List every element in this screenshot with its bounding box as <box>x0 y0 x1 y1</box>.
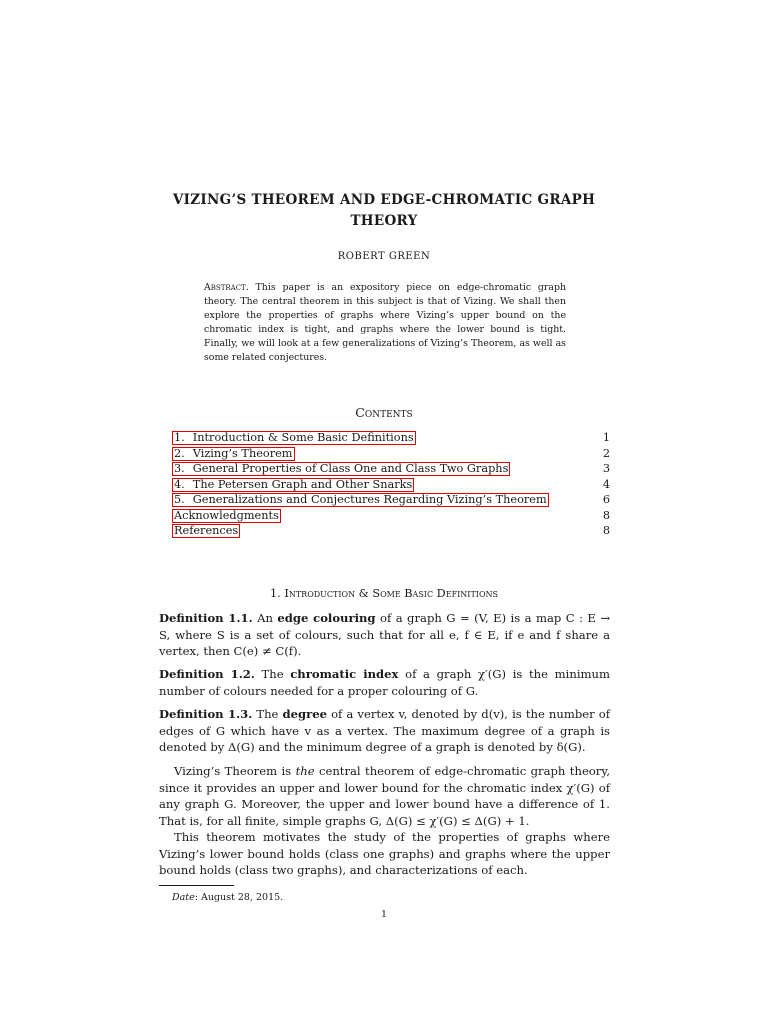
toc-link-generalizations[interactable]: 5. Generalizations and Conjectures Regarding Vizing’s Theorem <box>174 493 547 506</box>
abstract-label: Abstract. <box>204 282 249 293</box>
page-number: 1 <box>380 909 388 920</box>
definition-label: Definition 1.3. <box>159 707 253 721</box>
defined-term: chromatic index <box>290 667 399 681</box>
title-line-2: THEORY <box>350 213 418 229</box>
toc-page-number: 8 <box>602 508 610 522</box>
toc-link-acknowledgments[interactable]: Acknowledgments <box>174 508 279 522</box>
abstract <box>204 281 566 365</box>
toc-page-number: 3 <box>602 462 610 475</box>
toc-item <box>172 523 610 539</box>
toc-page-number: 2 <box>602 446 610 460</box>
toc-link-introduction[interactable]: 1. Introduction & Some Basic Definitions <box>174 431 414 444</box>
footnote-rule <box>159 885 234 886</box>
section-title: Introduction & Some Basic Definitions <box>284 587 498 600</box>
toc-item <box>172 446 610 462</box>
abstract-text: This paper is an expository piece on edge-chromatic graph theory. The central theorem in this subject is that of Vizing. We shall then explore the properties of graphs where Vizing’s upper bound on the chromatic index is tight, and graphs where the lower bound is tight. Finally, we will look at a few generalizations of Vizing’s Theorem, as well as some related conjectures. <box>204 282 567 363</box>
defined-term: degree <box>282 707 327 721</box>
definition-label: Definition 1.1. <box>159 611 253 625</box>
toc-link-vizings-theorem[interactable]: 2. Vizing’s Theorem <box>174 446 293 460</box>
toc-item <box>172 508 610 524</box>
toc-link-petersen-graph[interactable]: 4. The Petersen Graph and Other Snarks <box>174 477 413 491</box>
section-heading <box>150 587 618 600</box>
author-name: ROBERT GREEN <box>337 251 431 262</box>
paragraph: Vizing’s Theorem is the central theorem of edge-chromatic graph theory, since it provides an upper and lower bound for the chromatic index χ′(G) of any graph G. Moreover, the upper and lower bound have a difference of 1. That is, for all finite, simple graphs G, Δ(G) ≤ χ′(G) ≤ Δ(G) + 1. <box>159 764 611 828</box>
toc-item <box>172 430 610 446</box>
toc-page-number: 8 <box>602 524 610 537</box>
intro-paragraphs <box>159 763 610 879</box>
section-number: 1. <box>270 587 281 600</box>
defined-term: edge colouring <box>277 611 376 625</box>
toc-item <box>172 492 610 508</box>
toc-page-number: 4 <box>602 477 610 491</box>
toc-link-class-properties[interactable]: 3. General Properties of Class One and Class Two Graphs <box>174 462 509 475</box>
toc-item <box>172 461 610 477</box>
table-of-contents <box>172 430 610 539</box>
paragraph: This theorem motivates the study of the properties of graphs where Vizing’s lower bound holds (class one graphs) and graphs where the upper bound holds (class two graphs), and characterizations of each. <box>159 830 610 877</box>
paper-title <box>150 190 618 232</box>
definition-1-3: Definition 1.3. The degree of a vertex v, denoted by d(v), is the number of edges of G which have v as a vertex. The maximum degree of a graph is denoted by Δ(G) and the minimum degree of a graph is denoted by δ(G). <box>159 707 611 754</box>
definition-1-2: Definition 1.2. The chromatic index of a graph χ′(G) is the minimum number of colours needed for a proper colouring of G. <box>159 667 610 698</box>
definition-label: Definition 1.2. <box>159 667 255 681</box>
toc-page-number: 1 <box>602 431 610 444</box>
definition-1-1: Definition 1.1. An edge colouring of a graph G = (V, E) is a map C : E → S, where S is a set of colours, such that for all e, f ∈ E, if e and f share a vertex, then C(e) ≠ C(f). <box>159 611 611 658</box>
toc-item <box>172 477 610 493</box>
toc-page-number: 6 <box>602 493 610 506</box>
footnote-date: Date: August 28, 2015. <box>172 892 284 903</box>
title-line-1: VIZING’S THEOREM AND EDGE-CHROMATIC GRAPH <box>172 192 596 208</box>
toc-link-references[interactable]: References <box>174 524 239 537</box>
contents-heading: Contents <box>355 405 413 420</box>
